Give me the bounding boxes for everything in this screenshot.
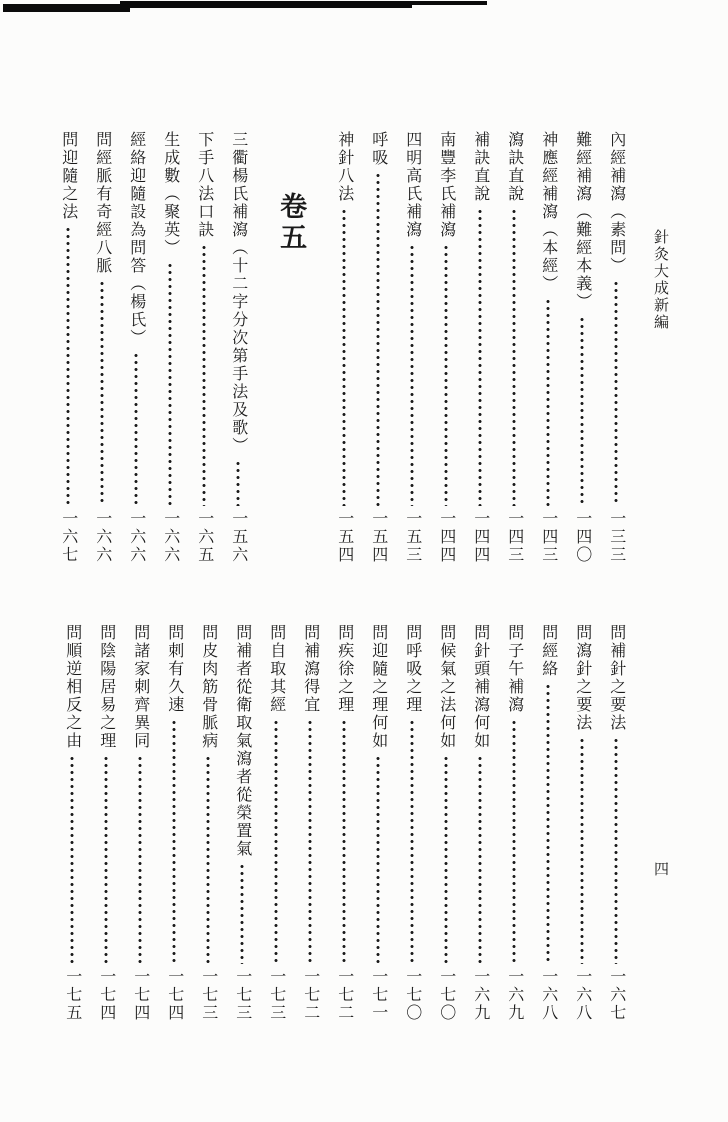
dot-leader — [170, 719, 178, 964]
toc-entry-title: 問疾徐之理 — [335, 624, 353, 714]
scan-edge-artifact — [405, 1, 487, 5]
dot-leader — [68, 755, 76, 964]
toc-entry-title: 難經補瀉（難經本義） — [573, 131, 591, 311]
toc-entry-title: 內經補瀉（素問） — [607, 131, 625, 275]
toc-entry — [565, 131, 599, 564]
dot-leader — [544, 683, 552, 964]
toc-entry — [463, 131, 497, 564]
toc-entry — [119, 131, 153, 564]
toc-entry-title: 問子午補瀉 — [505, 624, 523, 714]
toc-entry-page-number: 一七四 — [131, 968, 149, 1022]
toc-entry-title: 四明高氏補瀉 — [403, 131, 421, 239]
toc-entry — [157, 624, 191, 1022]
toc-entry — [395, 131, 429, 564]
toc-entry-page-number: 一六七 — [59, 510, 77, 564]
dot-leader — [132, 352, 140, 506]
toc-entry-page-number: 一四〇 — [573, 510, 591, 564]
toc-entry-title: 下手八法口訣 — [195, 131, 213, 239]
toc-entry-page-number: 一七一 — [369, 968, 387, 1022]
toc-entry — [599, 624, 633, 1022]
toc-entry-title: 問迎隨之法 — [59, 131, 77, 221]
dot-leader — [510, 719, 518, 964]
toc-entry — [85, 131, 119, 564]
toc-entry-page-number: 一七四 — [165, 968, 183, 1022]
toc-entry-page-number: 一六六 — [127, 510, 145, 564]
dot-leader — [476, 755, 484, 964]
dot-leader — [408, 719, 416, 964]
dot-leader — [578, 316, 586, 506]
toc-entry — [327, 131, 361, 564]
dot-leader — [340, 208, 348, 506]
toc-entry-page-number: 一六六 — [93, 510, 111, 564]
dot-leader — [200, 244, 208, 506]
folio-number: 四 — [652, 861, 668, 876]
toc-entry-page-number: 一六六 — [161, 510, 179, 564]
toc-entry — [497, 131, 531, 564]
toc-entry — [221, 131, 255, 564]
toc-entry-page-number: 一六五 — [195, 510, 213, 564]
dot-leader — [442, 244, 450, 506]
toc-entry-page-number: 一四四 — [471, 510, 489, 564]
dot-leader — [238, 863, 246, 964]
dot-leader — [442, 755, 450, 964]
dot-leader — [306, 719, 314, 964]
toc-entry-page-number: 一四三 — [539, 510, 557, 564]
toc-entry — [51, 131, 85, 564]
toc-entry-page-number: 一七〇 — [403, 968, 421, 1022]
toc-entry-page-number: 一四四 — [437, 510, 455, 564]
toc-entry — [327, 624, 361, 1022]
toc-entry — [599, 131, 633, 564]
toc-entry-title: 問經絡 — [539, 624, 557, 678]
toc-entry-page-number: 一六九 — [505, 968, 523, 1022]
toc-entry-title: 南豐李氏補瀉 — [437, 131, 455, 239]
toc-entry-title: 問諸家刺齊異同 — [131, 624, 149, 750]
book-margin-title: 針灸大成新編 — [652, 229, 668, 331]
toc-entry-page-number: 一三三 — [607, 510, 625, 564]
toc-entry-page-number: 一七二 — [301, 968, 319, 1022]
toc-entry — [187, 131, 221, 564]
dot-leader — [578, 737, 586, 964]
dot-leader — [272, 719, 280, 964]
toc-entry-page-number: 一七四 — [97, 968, 115, 1022]
scan-edge-artifact — [120, 1, 412, 8]
toc-entry — [565, 624, 599, 1022]
toc-entry-title: 問刺有久速 — [165, 624, 183, 714]
toc-entry — [89, 624, 123, 1022]
toc-entry-page-number: 一六七 — [607, 968, 625, 1022]
toc-entry — [531, 131, 565, 564]
dot-leader — [612, 737, 620, 964]
toc-entry-title: 經絡迎隨設為問答（楊氏） — [127, 131, 145, 347]
toc-entry-title: 問陰陽居易之理 — [97, 624, 115, 750]
toc-entry-title: 問皮肉筋骨脈病 — [199, 624, 217, 750]
dot-leader — [544, 298, 552, 506]
toc-entry-page-number: 一五四 — [335, 510, 353, 564]
dot-leader — [102, 755, 110, 964]
toc-entry — [463, 624, 497, 1022]
toc-entry-page-number: 一七五 — [63, 968, 81, 1022]
dot-leader — [374, 755, 382, 964]
toc-entry-title: 呼吸 — [369, 131, 387, 167]
toc-entry-title: 三衢楊氏補瀉（十二字分次第手法及歌） — [229, 131, 247, 455]
toc-entry-title: 問順逆相反之由 — [63, 624, 81, 750]
dot-leader — [234, 460, 242, 506]
dot-leader — [612, 280, 620, 506]
dot-leader — [166, 262, 174, 506]
toc-entry — [225, 624, 259, 1022]
toc-entry — [361, 131, 395, 564]
toc-entry-page-number: 一七三 — [199, 968, 217, 1022]
toc-entry-page-number: 一四三 — [505, 510, 523, 564]
volume-heading-wrap — [255, 131, 327, 564]
toc-entry-page-number: 一七〇 — [437, 968, 455, 1022]
toc-entry-title: 問迎隨之理何如 — [369, 624, 387, 750]
toc-entry-page-number: 一五三 — [403, 510, 421, 564]
toc-entry-page-number: 一六九 — [471, 968, 489, 1022]
toc-entry-title: 瀉訣直說 — [505, 131, 523, 203]
toc-entry-page-number: 一七三 — [267, 968, 285, 1022]
dot-leader — [204, 755, 212, 964]
toc-entry-title: 神針八法 — [335, 131, 353, 203]
toc-entry-title: 問經脈有奇經八脈 — [93, 131, 111, 275]
dot-leader — [476, 208, 484, 506]
toc-entry — [259, 624, 293, 1022]
toc-entry-page-number: 一五四 — [369, 510, 387, 564]
dot-leader — [510, 208, 518, 506]
toc-entry — [429, 131, 463, 564]
toc-entry-title: 補訣直說 — [471, 131, 489, 203]
toc-entry-title: 神應經補瀉（本經） — [539, 131, 557, 293]
toc-entry-title: 生成數（聚英） — [161, 131, 179, 257]
toc-entry-title: 問呼吸之理 — [403, 624, 421, 714]
toc-entry-page-number: 一七三 — [233, 968, 251, 1022]
dot-leader — [136, 755, 144, 964]
toc-entry-page-number: 一五六 — [229, 510, 247, 564]
dot-leader — [408, 244, 416, 506]
toc-entry — [191, 624, 225, 1022]
toc-entry — [361, 624, 395, 1022]
toc-entry-page-number: 一六八 — [573, 968, 591, 1022]
dot-leader — [374, 172, 382, 506]
toc-entry — [395, 624, 429, 1022]
volume-heading: 卷五 — [276, 192, 307, 254]
toc-entry-title: 問自取其經 — [267, 624, 285, 714]
toc-entry-title: 問針頭補瀉何如 — [471, 624, 489, 750]
toc-entry-title: 問候氣之法何如 — [437, 624, 455, 750]
toc-entry — [429, 624, 463, 1022]
toc-entry — [531, 624, 565, 1022]
toc-entry-page-number: 一七二 — [335, 968, 353, 1022]
toc-section-top — [51, 131, 633, 564]
scan-edge-artifact — [3, 4, 130, 12]
toc-entry — [123, 624, 157, 1022]
dot-leader — [64, 226, 72, 506]
toc-entry-title: 問補瀉得宜 — [301, 624, 319, 714]
toc-entry-title: 問補針之要法 — [607, 624, 625, 732]
dot-leader — [98, 280, 106, 506]
toc-entry — [293, 624, 327, 1022]
dot-leader — [340, 719, 348, 964]
toc-entry — [153, 131, 187, 564]
toc-entry — [497, 624, 531, 1022]
toc-entry-title: 問補者從衛取氣瀉者從榮置氣 — [233, 624, 251, 858]
toc-entry-title: 問瀉針之要法 — [573, 624, 591, 732]
toc-section-bottom — [51, 624, 633, 1022]
toc-entry-page-number: 一六八 — [539, 968, 557, 1022]
toc-entry — [55, 624, 89, 1022]
